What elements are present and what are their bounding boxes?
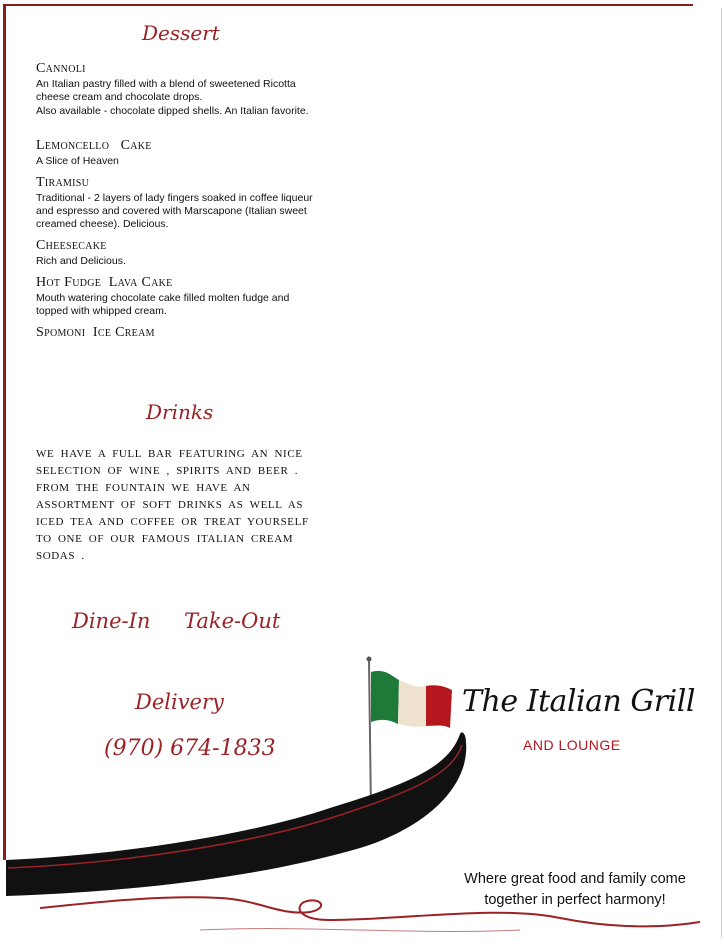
tagline: Where great food and family come together in perfect harmony!: [464, 871, 686, 908]
italian-flag-icon: [371, 671, 452, 728]
item-name: Tiramisu: [36, 175, 90, 190]
flag-pole: [369, 660, 371, 812]
item-description: Traditional - 2 layers of lady fingers soaked in coffee liqueur and espresso and covered with Marscapone (Italian sweet creamed cheese). Delicious.: [36, 192, 313, 230]
item-name: Spomoni Ice Cream: [36, 325, 155, 340]
restaurant-name: The Italian Grill: [462, 684, 695, 719]
gondola-hull: [6, 732, 466, 896]
item-name: Cannoli: [36, 61, 86, 76]
item-description: Rich and Delicious.: [36, 255, 126, 267]
flag-pole-top: [367, 657, 372, 662]
item-description: Mouth watering chocolate cake filled molten fudge and topped with whipped cream.: [36, 292, 290, 317]
phone-number: (970) 674-1833: [104, 736, 276, 761]
drinks-heading: Drinks: [146, 400, 214, 424]
dine-in-label: Dine-In: [72, 609, 151, 633]
item-name: Hot Fudge Lava Cake: [36, 275, 173, 290]
item-description: An Italian pastry filled with a blend of sweetened Ricotta cheese cream and chocolate drops.: [36, 78, 296, 103]
item-description-extra: Also available - chocolate dipped shells. An Italian favorite.: [36, 105, 309, 117]
dessert-heading: Dessert: [142, 21, 220, 45]
delivery-label: Delivery: [135, 690, 224, 714]
restaurant-subtitle: AND LOUNGE: [523, 737, 621, 753]
item-description: A Slice of Heaven: [36, 155, 119, 167]
item-name: Cheesecake: [36, 238, 107, 253]
item-name: Lemoncello Cake: [36, 138, 152, 153]
water-line: [200, 929, 520, 932]
drinks-description: WE HAVE A FULL BAR FEATURING AN NICE SELECTION OF WINE , SPIRITS AND BEER . FROM THE FOUNTAIN WE HAVE AN ASSORTMENT OF SOFT DRINKS AS WELL AS ICED TEA AND COFFEE OR TREAT YOURSELF TO ONE OF OUR FAMOUS ITALIAN CREAM SODAS .: [36, 448, 309, 562]
take-out-label: Take-Out: [184, 609, 281, 633]
